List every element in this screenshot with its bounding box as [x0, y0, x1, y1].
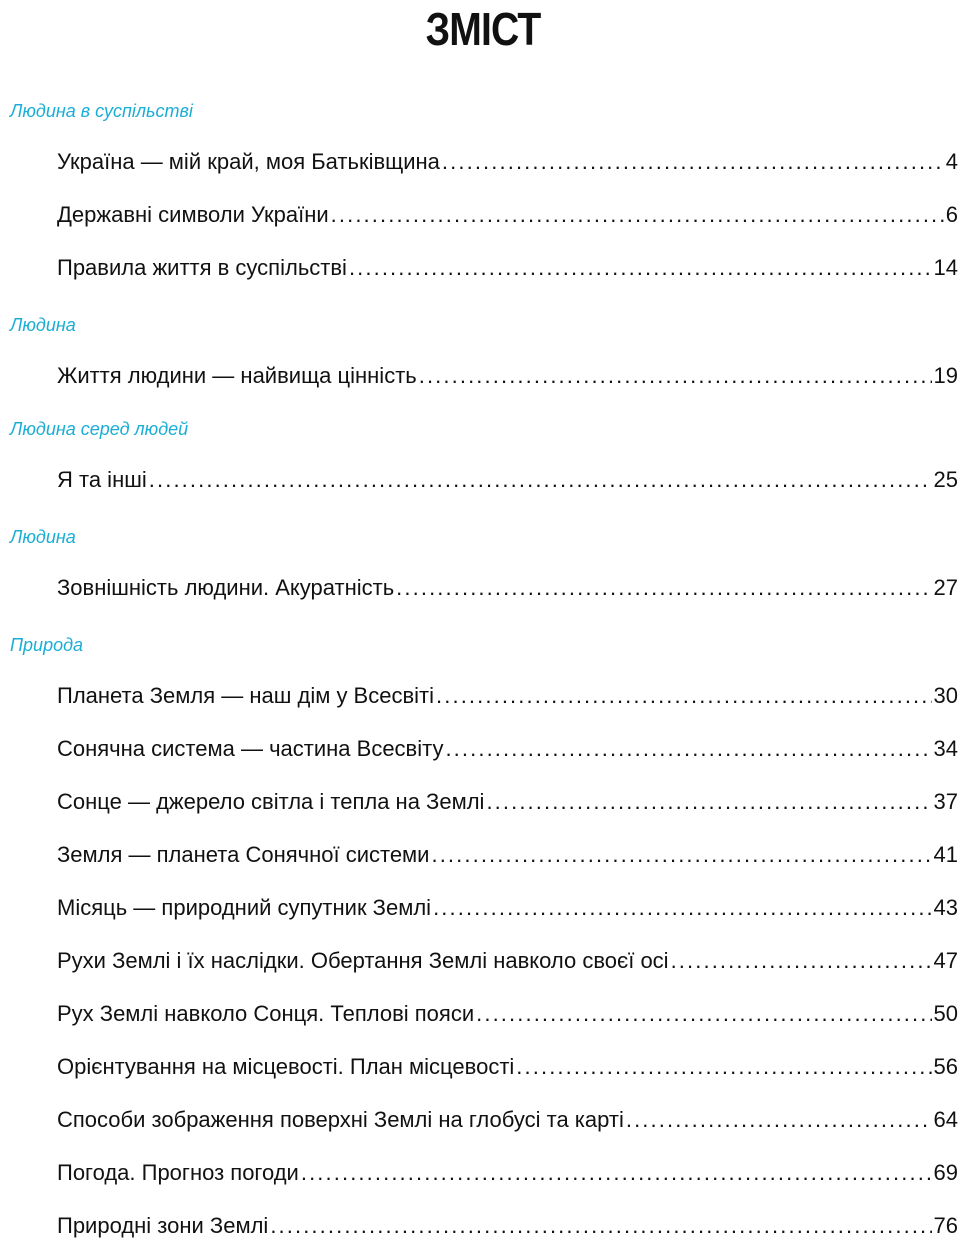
dot-leader	[442, 149, 944, 175]
toc-entry[interactable]	[0, 775, 966, 828]
entry-page: 69	[933, 1159, 958, 1185]
dot-leader	[270, 1213, 931, 1239]
toc-entry[interactable]	[0, 1146, 966, 1199]
toc-entry[interactable]	[0, 1040, 966, 1093]
entry-title: Правила життя в суспільстві	[57, 254, 347, 280]
dot-leader	[436, 683, 932, 709]
entry-page: 4	[945, 148, 958, 174]
dot-leader	[419, 363, 932, 389]
dot-leader	[516, 1054, 931, 1080]
toc-entry[interactable]	[0, 453, 966, 506]
toc-entry[interactable]	[0, 349, 966, 402]
spacer	[0, 294, 966, 302]
entry-title: Я та інші	[57, 466, 147, 492]
dot-leader	[301, 1160, 932, 1186]
entry-page: 64	[933, 1106, 958, 1132]
dot-leader	[149, 467, 932, 493]
toc-entry[interactable]	[0, 881, 966, 934]
toc-entry[interactable]	[0, 135, 966, 188]
dot-leader	[433, 895, 931, 921]
dot-leader	[476, 1001, 931, 1027]
entry-page: 30	[933, 682, 958, 708]
entry-page: 41	[933, 841, 958, 867]
entry-title: Сонце — джерело світла і тепла на Землі	[57, 788, 485, 814]
entry-page: 56	[933, 1053, 958, 1079]
section-heading: Людина	[10, 315, 76, 335]
page-title: ЗМІСТ	[425, 3, 541, 55]
toc-entry[interactable]	[0, 241, 966, 294]
toc-entry[interactable]	[0, 1199, 966, 1252]
entry-page: 34	[933, 735, 958, 761]
entry-page: 47	[933, 947, 958, 973]
entry-page: 37	[933, 788, 958, 814]
spacer	[0, 614, 966, 622]
entry-title: Земля — планета Сонячної системи	[57, 841, 430, 867]
entry-title: Планета Земля — наш дім у Всесвіті	[57, 682, 435, 708]
entry-title: Зовнішність людини. Акуратність	[57, 574, 395, 600]
toc-entry[interactable]	[0, 1093, 966, 1146]
entry-page: 43	[933, 894, 958, 920]
entry-title: Рухи Землі і їх наслідки. Обертання Землі навколо своєї осі	[57, 947, 669, 973]
entry-page: 14	[933, 254, 958, 280]
dot-leader	[431, 842, 931, 868]
entry-title: Орієнтування на місцевості. План місцевості	[57, 1053, 515, 1079]
entry-page: 19	[933, 362, 958, 388]
dot-leader	[671, 948, 932, 974]
entry-title: Місяць — природний супутник Землі	[57, 894, 432, 920]
section-heading: Природа	[10, 635, 84, 655]
toc-entry[interactable]	[0, 934, 966, 987]
entry-page: 50	[933, 1000, 958, 1026]
entry-title: Державні символи України	[57, 201, 329, 227]
entry-title: Україна — мій край, моя Батьківщина	[57, 148, 440, 174]
dot-leader	[396, 575, 931, 601]
dot-leader	[445, 736, 931, 762]
toc-entry[interactable]	[0, 828, 966, 881]
section-heading: Людина в суспільстві	[10, 101, 193, 121]
toc-entry[interactable]	[0, 669, 966, 722]
toc-entry[interactable]	[0, 561, 966, 614]
entry-title: Способи зображення поверхні Землі на глобусі та карті	[57, 1106, 624, 1132]
entry-title: Погода. Прогноз погоди	[57, 1159, 299, 1185]
entry-title: Рух Землі навколо Сонця. Теплові пояси	[57, 1000, 475, 1026]
entry-page: 25	[933, 466, 958, 492]
table-of-contents	[0, 88, 966, 1252]
section-heading: Людина серед людей	[10, 419, 189, 439]
toc-entry[interactable]	[0, 188, 966, 241]
toc-entry[interactable]	[0, 722, 966, 775]
entry-page: 6	[945, 201, 958, 227]
toc-entry[interactable]	[0, 987, 966, 1040]
entry-title: Сонячна система — частина Всесвіту	[57, 735, 444, 761]
dot-leader	[349, 255, 932, 281]
dot-leader	[626, 1107, 932, 1133]
dot-leader	[331, 202, 944, 228]
entry-title: Життя людини — найвища цінність	[57, 362, 417, 388]
section-heading: Людина	[10, 527, 76, 547]
dot-leader	[486, 789, 931, 815]
spacer	[0, 506, 966, 514]
entry-page: 76	[933, 1212, 958, 1238]
entry-page: 27	[933, 574, 958, 600]
entry-title: Природні зони Землі	[57, 1212, 269, 1238]
